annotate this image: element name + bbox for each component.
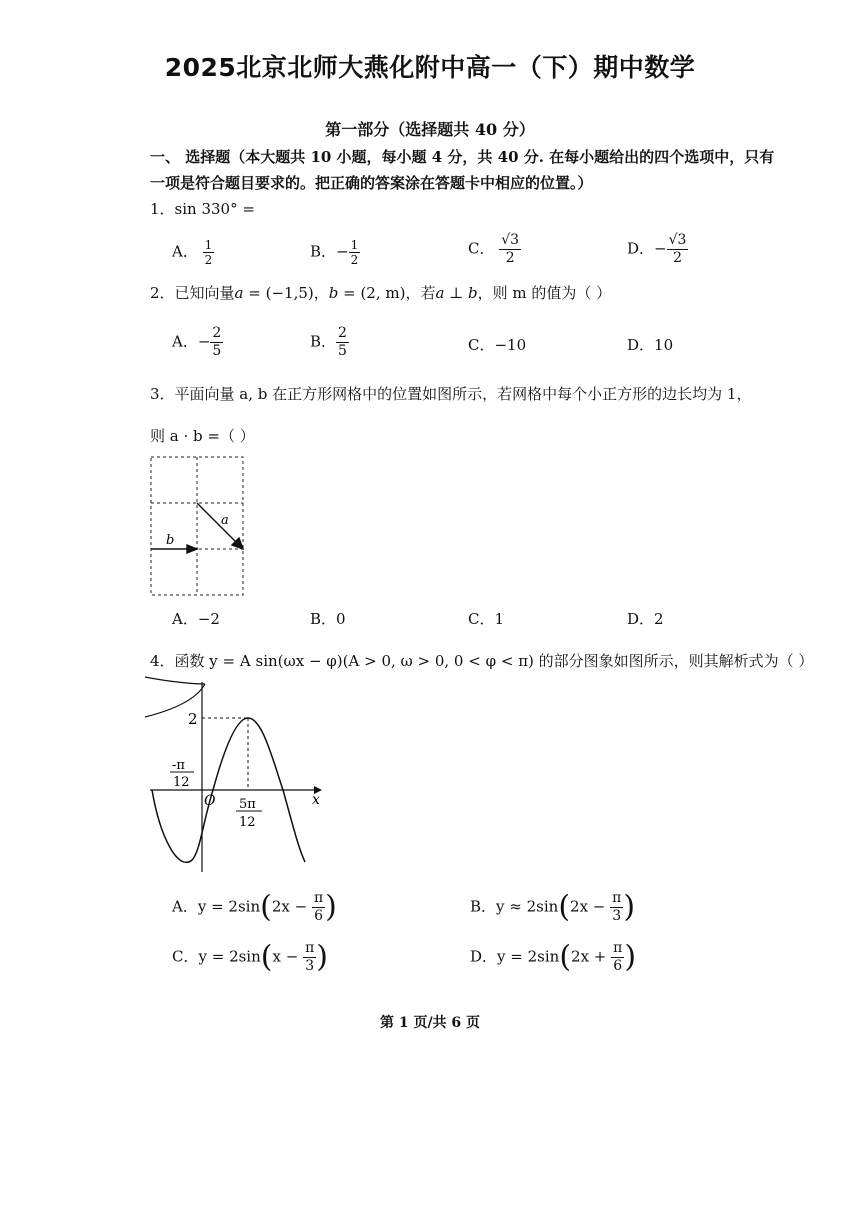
q1-d-frac bbox=[667, 232, 689, 267]
q1-option-c bbox=[468, 232, 521, 267]
q1-c-num: √3 bbox=[501, 232, 520, 248]
q4-a-in: 2x − bbox=[271, 897, 312, 916]
q4-c-num: π bbox=[305, 940, 315, 956]
q4-option-d: D．y = 2sin(2x + $\frac{\pi}{6}$ ) bbox=[470, 939, 637, 975]
q4-option-c: C．y = 2sin(x − $\frac{\pi}{3}$ ) bbox=[172, 939, 328, 975]
q2-eq-a: = (−1,5)， bbox=[243, 284, 329, 302]
q4-d-frac bbox=[611, 940, 624, 975]
q2-option-d bbox=[627, 334, 673, 355]
vector-a-label: a bbox=[221, 513, 229, 528]
q1-b-sign: − bbox=[336, 242, 349, 261]
q4-b-num: π bbox=[612, 890, 622, 906]
page-footer: 第 1 页/共 6 页 bbox=[379, 1015, 481, 1031]
q2-perp: a ⊥ b bbox=[435, 284, 478, 302]
q4-d-num: π bbox=[613, 940, 623, 956]
q4-c-label: C． bbox=[172, 947, 199, 966]
q1-d-num: √3 bbox=[668, 232, 687, 248]
q4-a-den: 6 bbox=[314, 908, 324, 924]
q4-b-in: 2x − bbox=[570, 897, 611, 916]
q1-a-num: 1 bbox=[204, 238, 213, 252]
q1-a-label: A． bbox=[172, 242, 198, 261]
q2-b-frac bbox=[336, 325, 349, 360]
q3-stem-2: 则 a · b =（ ） bbox=[150, 427, 255, 445]
q4-option-a: A．y = 2sin(2x − $\frac{\pi}{6}$ ) bbox=[172, 889, 337, 925]
grid-lines bbox=[151, 457, 243, 595]
q1-option-b bbox=[310, 238, 360, 267]
q4-b-pre: y ≈ 2sin bbox=[496, 897, 559, 916]
q2-stem-end: ，则 m 的值为（ ） bbox=[477, 284, 612, 302]
q2-option-b bbox=[310, 325, 349, 360]
q1-d-den: 2 bbox=[673, 250, 682, 266]
q1-d-sign: − bbox=[654, 239, 667, 258]
q2-stem bbox=[150, 282, 611, 303]
q4-b-den: 3 bbox=[612, 908, 622, 924]
q4-option-b: B．y ≈ 2sin(2x − $\frac{\pi}{3}$ ) bbox=[470, 889, 636, 925]
q2-b-den: 5 bbox=[338, 343, 347, 359]
q2-a-frac bbox=[210, 325, 223, 360]
q1-option-a bbox=[172, 238, 214, 267]
q4-sine-graph bbox=[140, 672, 340, 872]
vector-b-label: b bbox=[166, 533, 175, 548]
q3-grid-figure bbox=[148, 454, 248, 598]
x-tick-den: 12 bbox=[239, 815, 256, 830]
q1-b-frac bbox=[349, 238, 361, 267]
q3-option-a: A．−2 bbox=[172, 610, 220, 628]
x-axis-label: x bbox=[312, 792, 320, 808]
q1-b-den: 2 bbox=[350, 253, 359, 267]
part-header: 第一部分（选择题共 40 分） bbox=[325, 120, 535, 139]
neg-pi-num: -π bbox=[172, 758, 185, 773]
q3-option-b: B．0 bbox=[310, 610, 346, 628]
q2-vec-b: b bbox=[328, 284, 339, 302]
q2-option-c bbox=[468, 334, 526, 355]
page-title: 2025北京北师大燕化附中高一（下）期中数学 bbox=[164, 53, 696, 82]
vector-a-arrow bbox=[197, 503, 243, 549]
q4-c-frac bbox=[303, 940, 316, 975]
q2-b-label: B． bbox=[310, 332, 337, 351]
q4-a-label: A． bbox=[172, 897, 198, 916]
q4-c-pre: y = 2sin bbox=[198, 947, 261, 966]
q1-c-frac bbox=[499, 232, 521, 267]
q1-b-num: 1 bbox=[350, 238, 359, 252]
q1-c-label: C． bbox=[468, 239, 495, 258]
q4-c-den: 3 bbox=[305, 958, 315, 974]
y-max-label: 2 bbox=[188, 710, 198, 728]
section-instructions bbox=[150, 144, 790, 196]
q1-option-d bbox=[627, 232, 688, 267]
q4-d-pre: y = 2sin bbox=[497, 947, 560, 966]
q4-d-label: D． bbox=[470, 947, 498, 966]
q3-stem: 3．平面向量 a, b 在正方形网格中的位置如图所示，若网格中每个小正方形的边长均为 1， bbox=[150, 385, 752, 403]
q2-d-label: D． bbox=[627, 336, 655, 354]
q2-c-value: −10 bbox=[494, 336, 527, 354]
q2-a-label: A． bbox=[172, 332, 198, 351]
section-line-1: 一、 选择题（本大题共 10 小题，每小题 4 分，共 40 分. 在每小题给出的四个选项中，只有 bbox=[150, 148, 775, 166]
q2-c-label: C． bbox=[468, 336, 495, 354]
q3-option-d: D．2 bbox=[627, 610, 664, 628]
q4-a-num: π bbox=[313, 890, 324, 906]
q4-stem: 4．函数 y = A sin(ωx − φ)(A > 0, ω > 0, 0 < φ < π) 的部分图象如图所示，则其解析式为（ ） bbox=[150, 652, 814, 670]
neg-pi-den: 12 bbox=[173, 775, 190, 790]
q1-c-den: 2 bbox=[505, 250, 515, 266]
q2-vec-a: a bbox=[234, 284, 244, 302]
origin-label: O bbox=[204, 793, 216, 809]
q2-eq-b: = (2, m)，若 bbox=[338, 284, 436, 302]
q2-option-a bbox=[172, 325, 223, 360]
q2-a-sign: − bbox=[197, 332, 211, 351]
q2-a-num: 2 bbox=[212, 325, 222, 341]
section-line-2: 一项是符合题目要求的。把正确的答案涂在答题卡中相应的位置。） bbox=[150, 174, 593, 192]
q4-c-in: x − bbox=[272, 947, 304, 966]
q3-option-c: C．1 bbox=[468, 610, 505, 628]
q1-b-label: B． bbox=[310, 242, 337, 261]
q1-stem: 1．sin 330° = bbox=[150, 200, 255, 218]
q1-d-label: D． bbox=[627, 239, 655, 258]
q2-d-value: 10 bbox=[654, 336, 674, 354]
q1-a-den: 2 bbox=[204, 253, 213, 267]
q4-b-frac bbox=[610, 890, 623, 925]
q2-a-den: 5 bbox=[212, 343, 222, 359]
q4-b-label: B． bbox=[470, 897, 497, 916]
q2-b-num: 2 bbox=[338, 325, 347, 341]
q4-d-in: 2x + bbox=[571, 947, 612, 966]
q4-d-den: 6 bbox=[613, 958, 623, 974]
x-tick-num: 5π bbox=[239, 797, 256, 812]
q2-stem-a: 2．已知向量 bbox=[150, 284, 235, 302]
q4-a-frac bbox=[312, 890, 325, 925]
q1-a-frac bbox=[203, 238, 215, 267]
q4-a-pre: y = 2sin bbox=[197, 897, 261, 916]
